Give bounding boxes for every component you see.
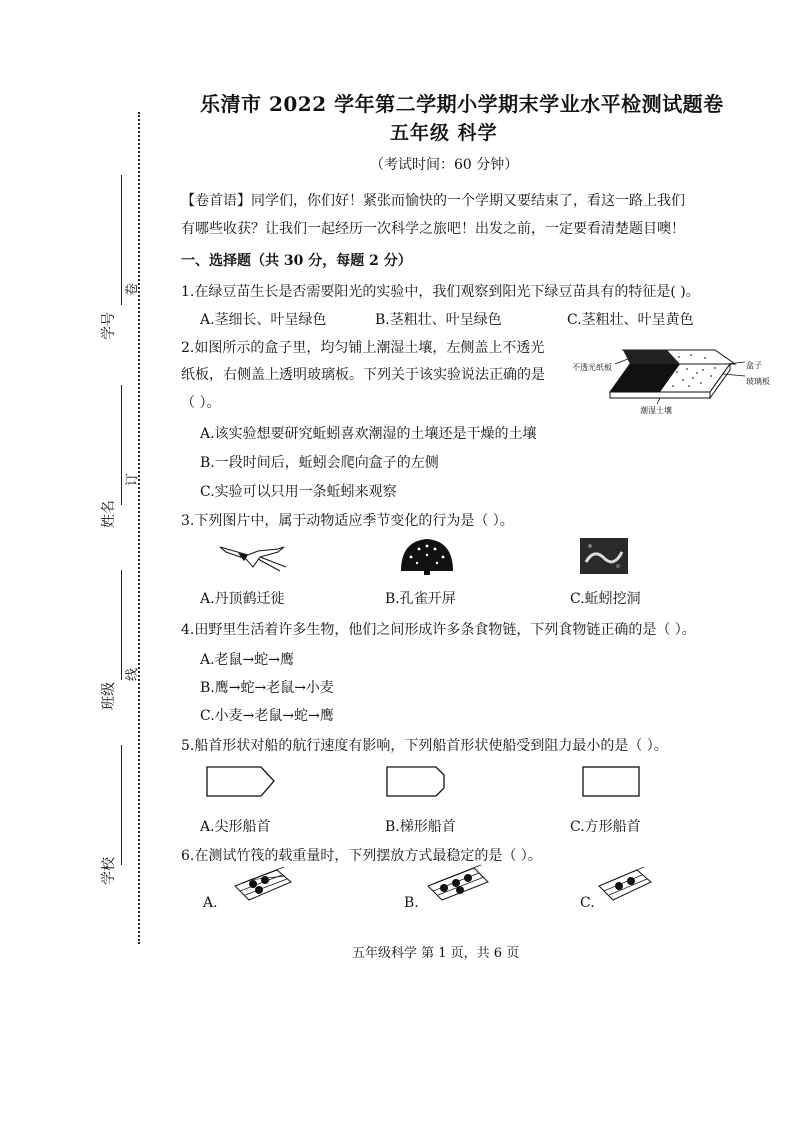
q3-option-c: C.蚯蚓挖洞: [570, 591, 641, 607]
peacock-image: [397, 537, 457, 577]
section-heading: 一、选择题（共 30 分，每题 2 分）: [181, 253, 412, 269]
q2-label-opaque: 不透光纸板: [572, 363, 612, 372]
raft-b-drawing: [426, 866, 490, 902]
student-id-label: 学号: [101, 312, 117, 340]
q3-option-a: A.丹顶鹤迁徙: [200, 591, 285, 607]
q2-label-soil: 潮湿土壤: [640, 406, 672, 415]
q1-option-b: B.茎粗壮、叶呈绿色: [375, 312, 502, 328]
q6-option-a: A.: [203, 895, 218, 911]
q6-stem: 6.在测试竹筏的载重量时，下列摆放方式最稳定的是（ ）。: [181, 848, 542, 864]
name-label: 姓名: [101, 500, 117, 528]
intro-line-1: 【卷首语】同学们，你们好！紧张而愉快的一个学期又要结束了，看这一路上我们: [181, 193, 685, 209]
earthworm-box-drawing: [605, 342, 755, 412]
school-label: 学校: [101, 857, 117, 885]
q2-option-a: A.该实验想要研究蚯蚓喜欢潮湿的土壤还是干燥的土壤: [200, 426, 537, 442]
square-bow-shape: [582, 766, 642, 798]
q1-option-c: C.茎粗壮、叶呈黄色: [567, 312, 694, 328]
q5-stem: 5.船首形状对船的航行速度有影响，下列船首形状使船受到阻力最小的是（ ）。: [181, 738, 668, 754]
q1-stem: 1.在绿豆苗生长是否需要阳光的实验中，我们观察到阳光下绿豆苗具有的特征是( )。: [181, 284, 700, 300]
exam-title: 乐清市 2022 学年第二学期小学期末学业水平检测试题卷: [200, 92, 724, 116]
class-rule: [121, 570, 122, 680]
cut-line: [138, 112, 140, 944]
seal-char-xian: 线: [125, 667, 141, 682]
q5-option-c: C.方形船首: [570, 819, 641, 835]
q6-option-b: B.: [404, 895, 419, 911]
intro-line-2: 有哪些收获？让我们一起经历一次科学之旅吧！出发之前，一定要看清楚题目噢！: [181, 221, 685, 237]
q3-stem: 3.下列图片中，属于动物适应季节变化的行为是（ ）。: [181, 513, 514, 529]
name-rule: [121, 385, 122, 505]
crane-image: [218, 537, 288, 577]
q2-stem-line-3: （ ）。: [181, 395, 221, 411]
q6-option-c: C.: [580, 895, 595, 911]
school-rule: [121, 745, 122, 865]
q2-label-glass: 玻璃板: [746, 377, 770, 386]
q2-stem-line-2: 纸板，右侧盖上透明玻璃板。下列关于该实验说法正确的是: [181, 367, 545, 383]
trapezoid-bow-shape: [386, 766, 448, 798]
seal-char-ding: 订: [125, 472, 141, 487]
class-label: 班级: [101, 682, 117, 710]
q4-stem: 4.田野里生活着许多生物，他们之间形成许多条食物链，下列食物链正确的是（ ）。: [181, 622, 696, 638]
q4-option-a: A.老鼠→蛇→鹰: [200, 652, 295, 668]
exam-subject: 五年级 科学: [390, 122, 498, 144]
pointed-bow-shape: [206, 766, 276, 798]
q1-option-a: A.茎细长、叶呈绿色: [200, 312, 327, 328]
q4-option-b: B.鹰→蛇→老鼠→小麦: [200, 680, 334, 696]
q5-option-a: A.尖形船首: [200, 819, 271, 835]
earthworm-image: [580, 538, 628, 576]
q3-option-b: B.孔雀开屏: [385, 591, 456, 607]
raft-a-drawing: [233, 868, 293, 902]
exam-time: （考试时间：60 分钟）: [370, 157, 519, 173]
raft-c-drawing: [597, 868, 653, 902]
q2-label-box: 盒子: [746, 361, 762, 370]
q2-stem-line-1: 2.如图所示的盒子里，均匀铺上潮湿土壤，左侧盖上不透光: [181, 340, 545, 356]
page-footer: 五年级科学 第 1 页，共 6 页: [352, 946, 520, 961]
q4-option-c: C.小麦→老鼠→蛇→鹰: [200, 708, 334, 724]
q2-option-c: C.实验可以只用一条蚯蚓来观察: [200, 484, 397, 500]
q2-option-b: B.一段时间后，蚯蚓会爬向盒子的左侧: [200, 455, 439, 471]
q5-option-b: B.梯形船首: [385, 819, 456, 835]
seal-char-juan: 卷: [125, 282, 141, 297]
